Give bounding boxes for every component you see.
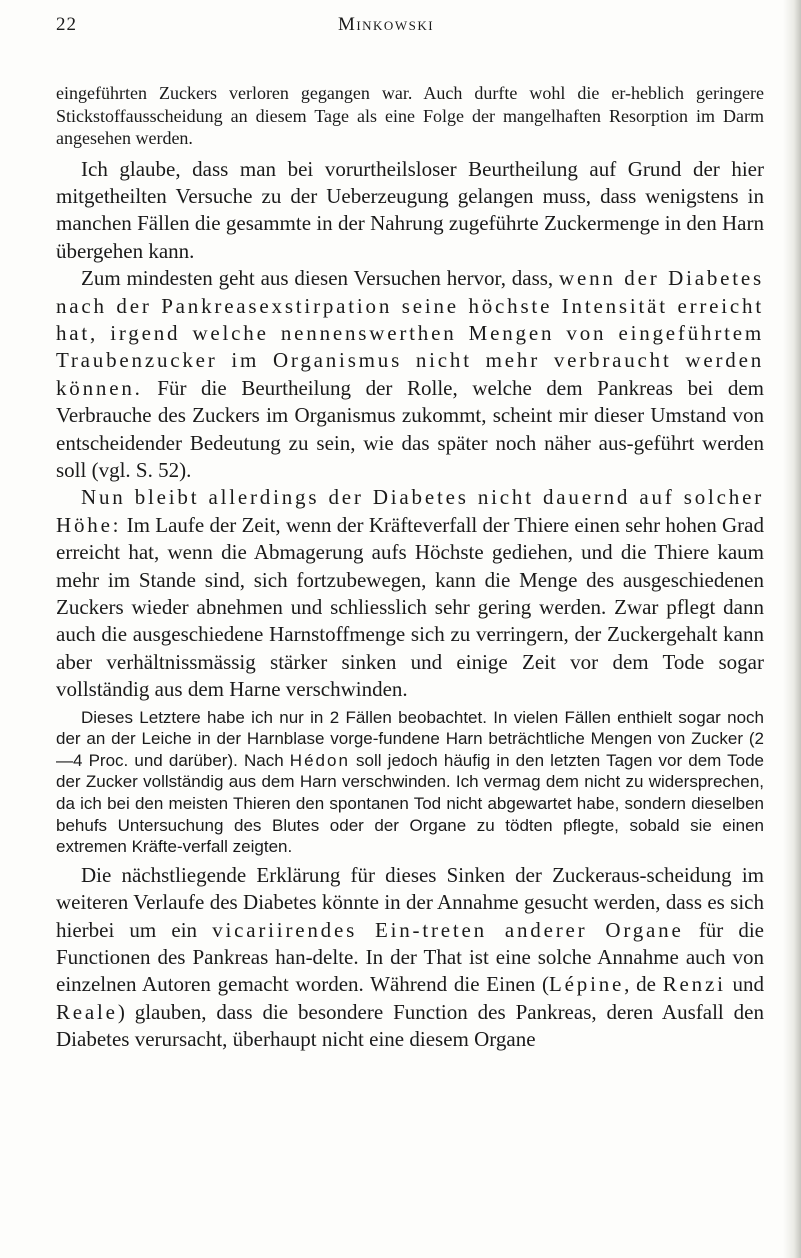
paragraph-2: Ich glaube, dass man bei vorurtheilsloser Beurtheilung auf Grund der hier mitgetheilten Versuche zu der Ueberzeugung gelangen muss, dass wenigstens in manchen Fällen die gesammte in der Nahrung zugeführte Zuckermenge in den Harn übergehen kann. [56,156,764,263]
running-head [56,14,716,44]
author-lepine: Lépine [549,972,625,997]
page-edge-shadow [783,0,801,1258]
small-print-note [56,704,764,862]
paragraph-3 [56,265,764,484]
paragraph-4-tail: Im Laufe der Zeit, wenn der Kräfteverfall der Thiere einen sehr hohen Grad erreicht hat, wenn die Abmagerung aufs Höchste gediehen, und die Thiere kaum mehr im Stande sind, sich fortzubewegen, kann die Menge des ausgeschiedenen Zuckers wieder abnehmen und schliesslich sehr gering werden. Zwar pflegt dann auch die ausgeschiedene Harnstoffmenge sich zu verringern, der Zuckergehalt kann aber verhältnissmässig stärker sinken und einige Zeit vor dem Tode sogar vollständig aus dem Harne verschwinden. [56,512,764,702]
paragraph-5-emphasis: vicariirendes Ein-treten anderer Organe [212,917,684,942]
author-reale: Reale [56,999,118,1024]
note-tail: soll jedoch häufig in den letzten Tagen vor dem Tode der Zucker vollständig aus dem Harn verschwinden. Ich vermag dem nicht zu widersprechen, da ich bei den meisten Thieren den spontanen Tod nicht abgewartet habe, sondern dieselben behufs Untersuchung des Blutes oder der Organe zu tödten pflegte, sobald sie einen extremen Kräfte-verfall zeigten. [56,750,765,857]
running-title: Minkowski [337,14,435,35]
page-number: 22 [56,14,77,35]
paragraph-5-tail-2: ) glauben, dass die besondere Function des Pankreas, deren Ausfall den Diabetes verursacht, überhaupt nicht eine diesem Organe [56,999,764,1052]
paragraph-3-emphasis: wenn der Diabetes nach der Pankreasexstirpation seine höchste Intensität erreicht hat, irgend welche nennenswerthen Mengen von eingeführtem Traubenzucker im Organismus nicht mehr verbraucht werden können. [56,266,764,400]
paragraph-5 [56,862,764,1054]
paragraph-5-und: und [725,972,764,997]
paragraph-3-tail: Für die Beurtheilung der Rolle, welche dem Pankreas bei dem Verbrauche des Zuckers im Organismus zukommt, scheint mir dieser Umstand von entscheidender Bedeutung zu sein, wie das später noch näher aus-geführt werden soll (vgl. S. 52). [56,375,764,482]
paragraph-4 [56,484,764,703]
paragraph-5-tail-1: für die Functionen des Pankreas han-delte. In der That ist eine solche Annahme auch von einzelnen Autoren gemacht worden. Während die Einen ( [56,917,764,997]
body-text [56,82,764,1054]
paragraph-5-separator: , de [624,972,663,997]
paragraph-3-lead: Zum mindesten geht aus diesen Versuchen hervor, dass, [81,266,559,291]
paragraph-1: eingeführten Zuckers verloren gegangen war. Auch durfte wohl die er-heblich geringere Stickstoffausscheidung an diesem Tage als eine Folge der mangelhaften Resorption im Darm angesehen werden. [56,83,764,148]
paragraph-5-lead: Die nächstliegende Erklärung für dieses Sinken der Zuckeraus-scheidung im weiteren Verlaufe des Diabetes könnte in der Annahme gesucht werden, dass es sich hierbei um ein [56,862,764,942]
note-author-name: Hédon [289,750,350,770]
author-renzi: Renzi [662,972,726,997]
note-lead: Dieses Letztere habe ich nur in 2 Fällen beobachtet. In vielen Fällen enthielt sogar noch der an der Leiche in der Harnblase vorge-fundene Harn beträchtliche Mengen von Zucker (2—4 Proc. und darüber). Nach [56,707,764,770]
paragraph-4-emphasis: Nun bleibt allerdings der Diabetes nicht dauernd auf solcher Höhe: [56,485,764,537]
